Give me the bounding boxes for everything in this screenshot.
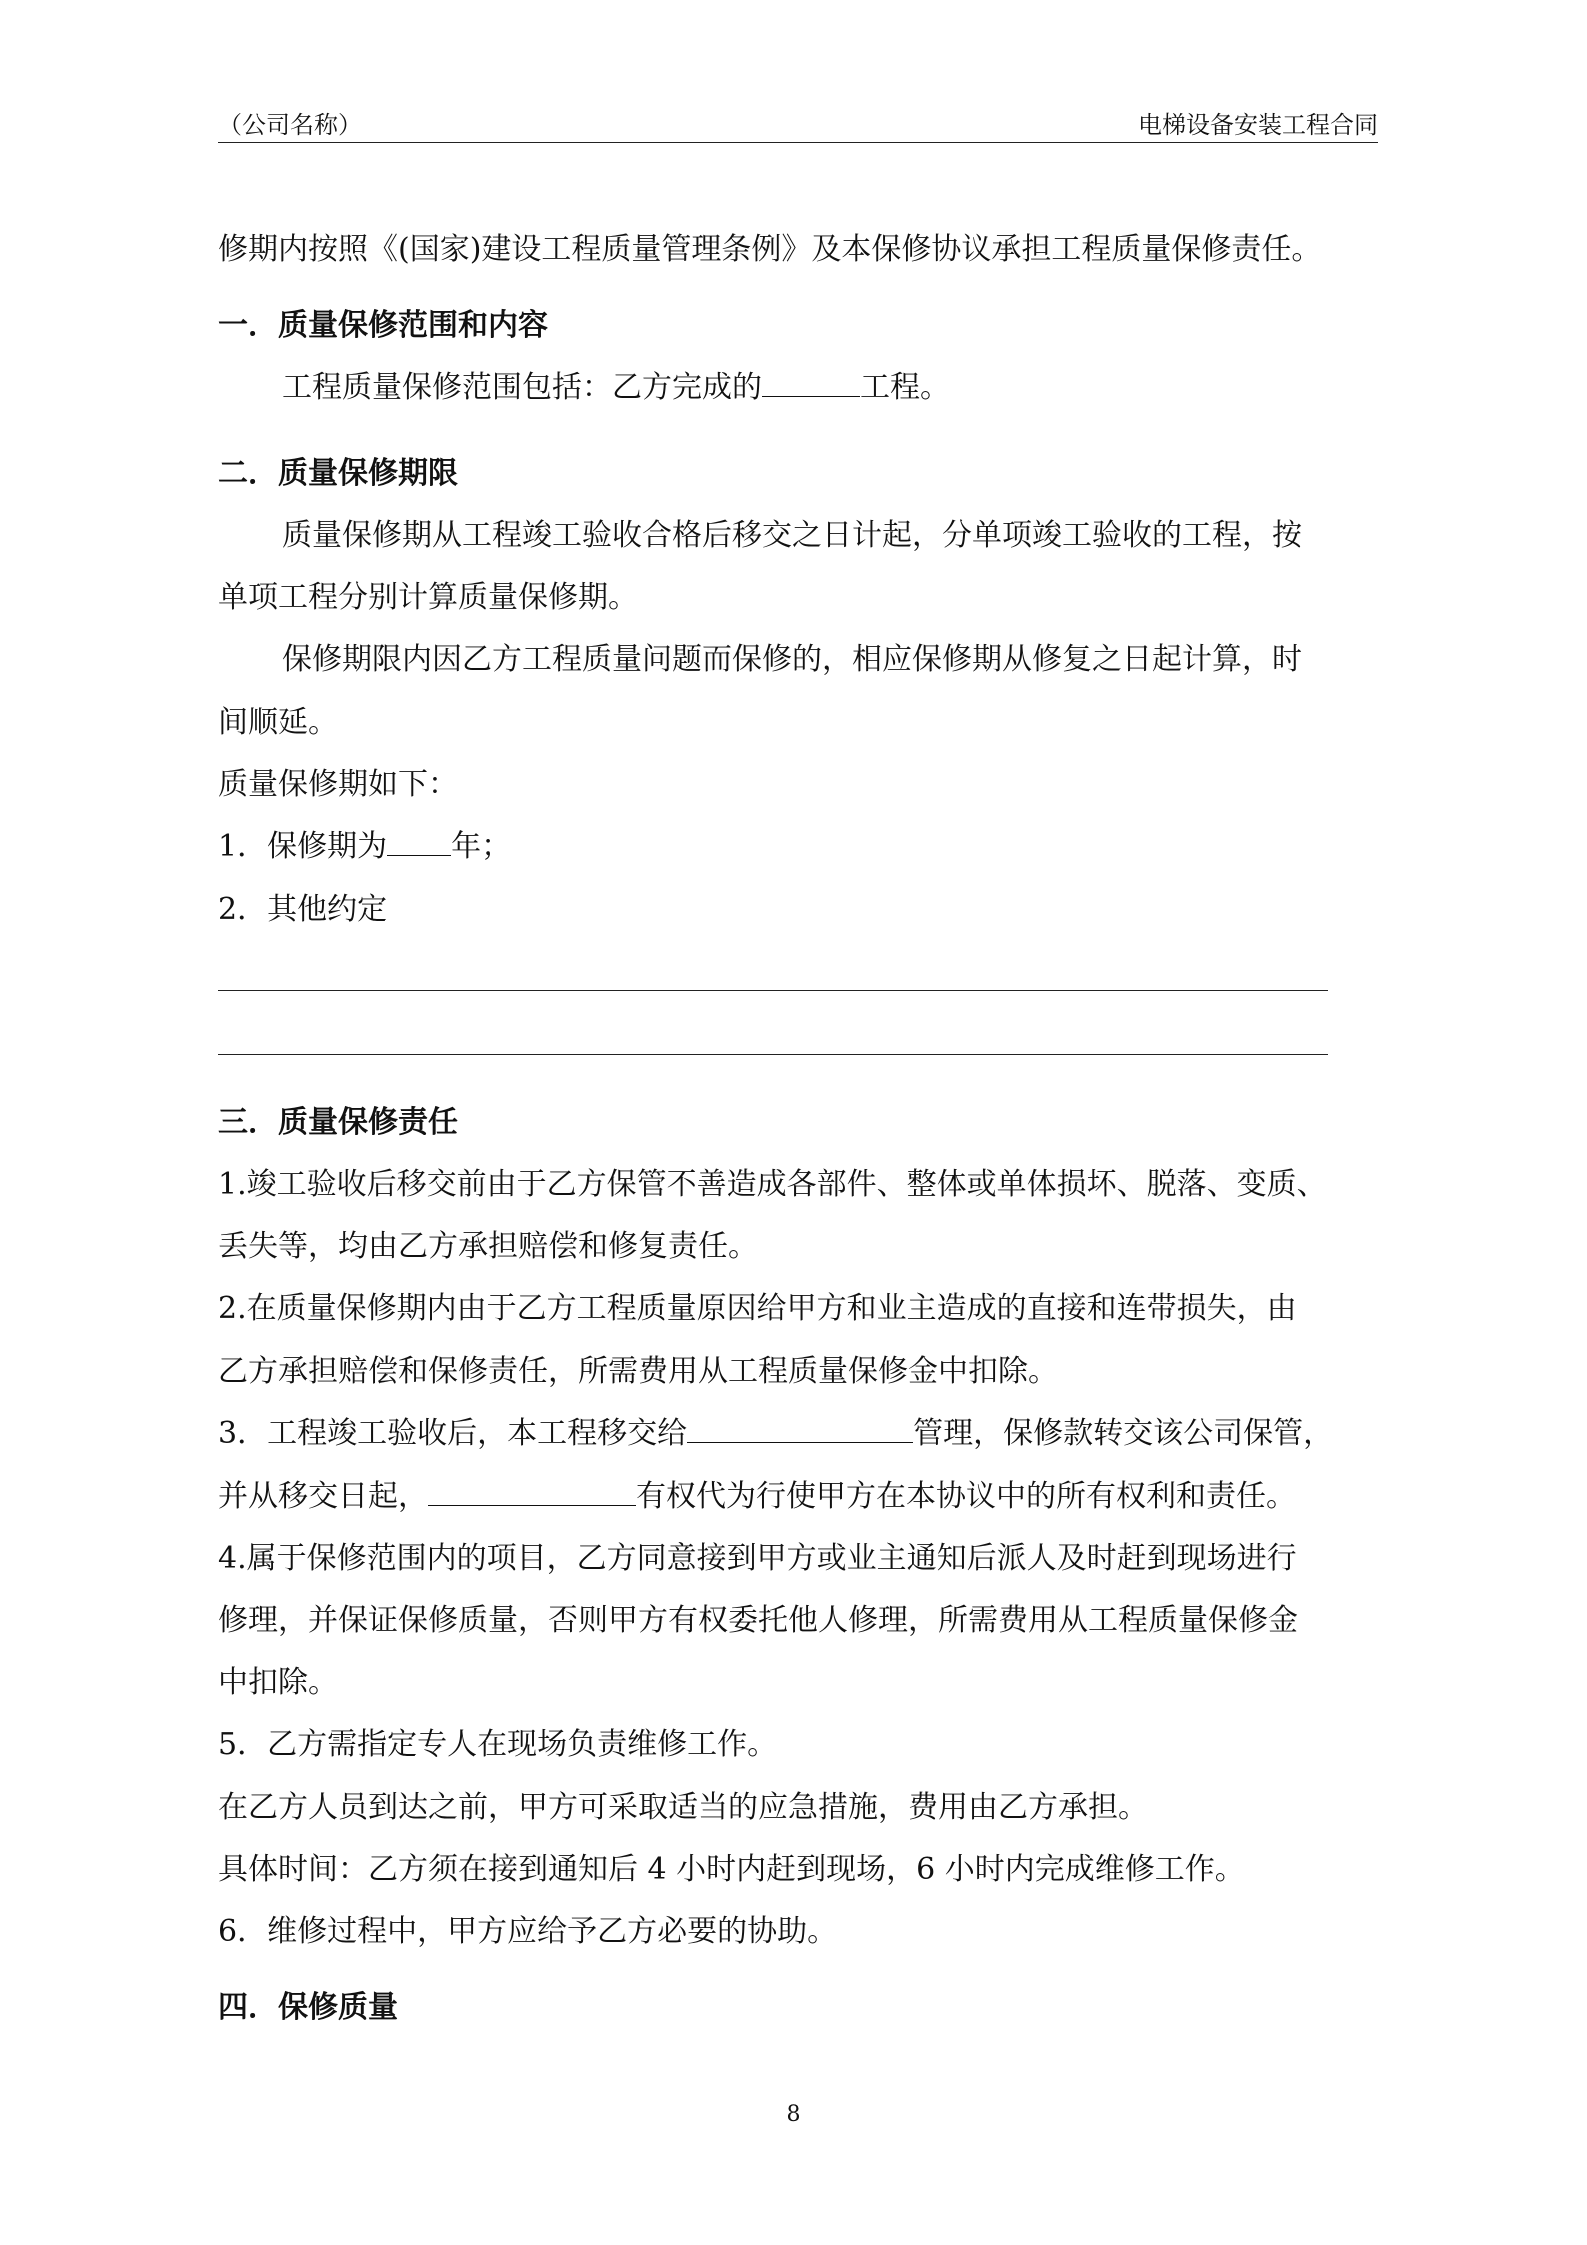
responsibility-item-2-line-2: 乙方承担赔偿和保修责任，所需费用从工程质量保修金中扣除。 (218, 1354, 1058, 1389)
paragraph-period-list-intro: 质量保修期如下： (218, 767, 458, 802)
responsibility-item-3-line-2 (218, 1477, 1296, 1517)
handover-text-before: 3．工程竣工验收后，本工程移交给 (218, 1416, 688, 1451)
responsibility-item-1-line-1: 1.竣工验收后移交前由于乙方保管不善造成各部件、整体或单体损坏、脱落、变质、 (218, 1167, 1327, 1202)
paragraph-period-1-line-1: 质量保修期从工程竣工验收合格后移交之日计起，分单项竣工验收的工程，按 (282, 518, 1302, 553)
responsibility-item-4-line-2: 修理，并保证保修质量，否则甲方有权委托他人修理，所需费用从工程质量保修金 (218, 1603, 1298, 1638)
responsibility-item-1-line-2: 丢失等，均由乙方承担赔偿和修复责任。 (218, 1229, 758, 1264)
warranty-years-text-before: 1．保修期为 (218, 829, 388, 864)
header-contract-title: 电梯设备安装工程合同 (1138, 111, 1378, 139)
paragraph-period-2-line-2: 间顺延。 (218, 705, 338, 740)
paragraph-emergency-measures: 在乙方人员到达之前，甲方可采取适当的应急措施，费用由乙方承担。 (218, 1790, 1148, 1825)
handover-text-after: 管理，保修款转交该公司保管， (913, 1416, 1334, 1451)
responsibility-item-4-line-1: 4.属于保修范围内的项目，乙方同意接到甲方或业主通知后派人及时赶到现场进行 (218, 1541, 1297, 1576)
page-header (218, 108, 1378, 143)
scope-text-after: 工程。 (860, 370, 950, 405)
responsibility-item-6: 6．维修过程中，甲方应给予乙方必要的协助。 (218, 1914, 838, 1949)
responsibility-item-5: 5．乙方需指定专人在现场负责维修工作。 (218, 1727, 778, 1762)
paragraph-scope (282, 368, 950, 408)
fill-in-line-1[interactable] (218, 990, 1328, 991)
section-heading-responsibility: 三．质量保修责任 (218, 1105, 458, 1140)
paragraph-period-1-line-2: 单项工程分别计算质量保修期。 (218, 580, 638, 615)
paragraph-response-time: 具体时间：乙方须在接到通知后 4 小时内赶到现场，6 小时内完成维修工作。 (218, 1852, 1245, 1887)
responsibility-item-3-line-1 (218, 1414, 1333, 1454)
paragraph-continuation: 修期内按照《(国家)建设工程质量管理条例》及本保修协议承担工程质量保修责任。 (218, 232, 1322, 267)
section-heading-period: 二．质量保修期限 (218, 456, 458, 491)
section-heading-scope: 一．质量保修范围和内容 (218, 308, 548, 343)
responsibility-item-2-line-1: 2.在质量保修期内由于乙方工程质量原因给甲方和业主造成的直接和连带损失，由 (218, 1291, 1297, 1326)
paragraph-period-2-line-1: 保修期限内因乙方工程质量问题而保修的，相应保修期从修复之日起计算，时 (282, 642, 1302, 677)
header-company-name: （公司名称） (218, 111, 362, 139)
warranty-years-text-after: 年； (451, 829, 512, 864)
scope-text-before: 工程质量保修范围包括：乙方完成的 (282, 370, 762, 405)
page-number: 8 (786, 2102, 801, 2127)
handover-company-blank[interactable] (687, 1414, 913, 1443)
authority-text-before: 并从移交日起， (218, 1479, 428, 1514)
responsibility-item-4-line-3: 中扣除。 (218, 1665, 338, 1700)
list-item-warranty-years (218, 827, 511, 867)
scope-project-blank[interactable] (762, 368, 860, 397)
warranty-years-blank[interactable] (387, 827, 451, 856)
authority-text-after: 有权代为行使甲方在本协议中的所有权利和责任。 (636, 1479, 1296, 1514)
section-heading-quality: 四．保修质量 (218, 1990, 398, 2025)
list-item-other-agreement: 2．其他约定 (218, 892, 388, 927)
fill-in-line-2[interactable] (218, 1054, 1328, 1055)
authority-company-blank[interactable] (428, 1477, 636, 1506)
